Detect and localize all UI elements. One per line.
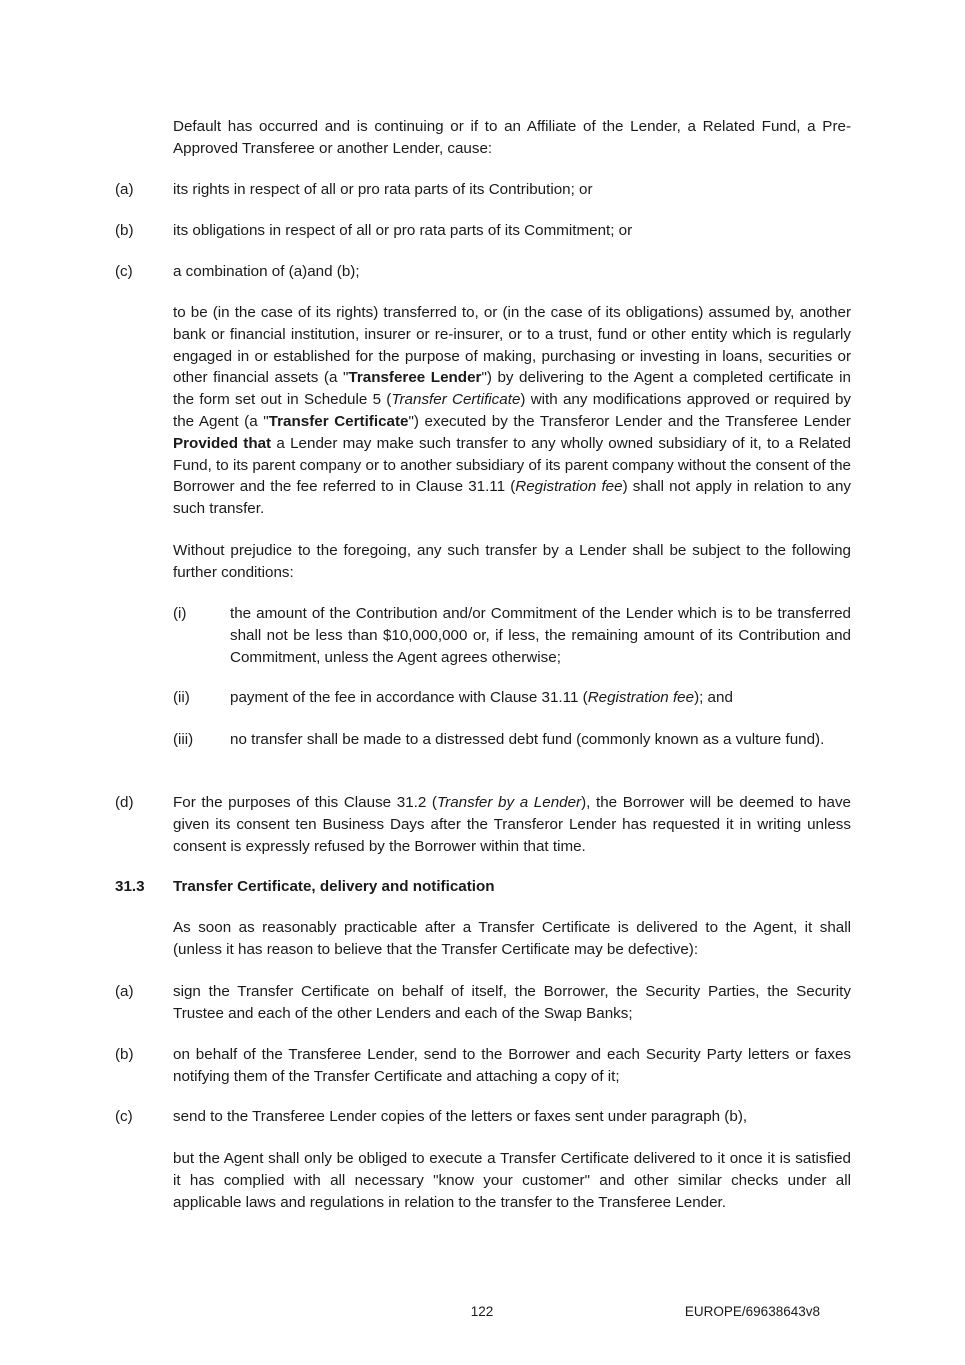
proviso-term: Provided that <box>173 434 272 452</box>
closing-paragraph: but the Agent shall only be obliged to execute a Transfer Certificate delivered to it once it is satisfied it has complied with all necessary "know your customer" and other similar checks under all applicable laws and regulations in relation to the transfer to the Transferee Lender. <box>173 1150 851 1211</box>
condition-label: (ii) <box>173 689 190 706</box>
section-intro: As soon as reasonably practicable after a Transfer Certificate is delivered to the Agent, it shall (unless it has reason to believe that the Transfer Certificate may be defective): <box>173 919 851 958</box>
defined-term: Transfer Certificate <box>268 412 409 430</box>
condition-label: (iii) <box>173 731 194 748</box>
condition-item <box>173 687 851 709</box>
document-reference: EUROPE/69638643v8 <box>684 1304 820 1319</box>
list-item-label: (a) <box>115 181 134 198</box>
list-item-label: (c) <box>115 263 133 280</box>
condition-text: the amount of the Contribution and/or Commitment of the Lender which is to be transferred shall not be less than $10,000,000 or, if less, the remaining amount of its Contribution and Commitment, unless the Agent agrees otherwise; <box>230 605 851 666</box>
list-item <box>115 981 851 1025</box>
section-number: 31.3 <box>115 878 145 895</box>
clause-reference: Transfer Certificate <box>391 391 521 409</box>
condition-item <box>173 729 851 751</box>
list-item-text: sign the Transfer Certificate on behalf of itself, the Borrower, the Security Parties, the Security Trustee and each of the other Lenders and each of the Swap Banks; <box>173 983 851 1022</box>
list-item-text: on behalf of the Transferee Lender, send to the Borrower and each Security Party letters or faxes notifying them of the Transfer Certificate and attaching a copy of it; <box>173 1046 851 1085</box>
list-item-text: a combination of (a)and (b); <box>173 263 360 280</box>
list-item <box>115 792 851 857</box>
condition-text: no transfer shall be made to a distressed debt fund (commonly known as a vulture fund). <box>230 731 825 748</box>
condition-label: (i) <box>173 605 187 622</box>
list-item-label: (a) <box>115 983 134 1000</box>
list-item-text: For the purposes of this Clause 31.2 (Transfer by a Lender), the Borrower will be deemed to have given its consent ten Business Days after the Transferor Lender has requested it in writing unless consent is expressly refused by the Borrower within that time. <box>173 794 851 855</box>
clause-reference: Registration fee <box>515 478 623 496</box>
list-item-text: its obligations in respect of all or pro rata parts of its Commitment; or <box>173 222 633 239</box>
list-item-label: (d) <box>115 794 134 811</box>
page-number: 122 <box>470 1304 494 1319</box>
intro-paragraph: Default has occurred and is continuing or if to an Affiliate of the Lender, a Related Fund, a Pre-Approved Transferee or another Lender, cause: <box>173 118 851 157</box>
list-item-text: its rights in respect of all or pro rata parts of its Contribution; or <box>173 181 593 198</box>
condition-text: payment of the fee in accordance with Clause 31.11 (Registration fee); and <box>230 689 733 706</box>
list-item <box>115 261 851 283</box>
transfer-paragraph: to be (in the case of its rights) transferred to, or (in the case of its obligations) assumed by, another bank or financial institution, insurer or re-insurer, or to a trust, fund or other entity which is regularly engaged in or established for the purpose of making, purchasing or investing in loans, securities or other financial assets (a "Transferee Lender") by delivering to the Agent a completed certificate in the form set out in Schedule 5 (Transfer Certificate) with any modifications approved or required by the Agent (a "Transfer Certificate") executed by the Transferor Lender and the Transferee Lender Provided that a Lender may make such transfer to any wholly owned subsidiary of it, to a Related Fund, to its parent company or to another subsidiary of its parent company without the consent of the Borrower and the fee referred to in Clause 31.11 (Registration fee) shall not apply in relation to any such transfer. <box>173 304 852 518</box>
list-item-label: (c) <box>115 1108 133 1125</box>
list-item <box>115 179 851 201</box>
list-item <box>115 220 851 242</box>
list-item-label: (b) <box>115 1046 134 1063</box>
list-item-label: (b) <box>115 222 134 239</box>
section-title: Transfer Certificate, delivery and notification <box>173 878 495 895</box>
clause-reference: Transfer by a Lender <box>437 794 582 811</box>
defined-term: Transferee Lender <box>348 369 482 387</box>
conditions-intro: Without prejudice to the foregoing, any such transfer by a Lender shall be subject to the following further conditions: <box>173 542 851 581</box>
section-heading <box>115 876 851 898</box>
list-item <box>115 1044 851 1088</box>
clause-reference: Registration fee <box>587 689 695 706</box>
condition-item <box>173 603 851 668</box>
list-item <box>115 1106 851 1128</box>
list-item-text: send to the Transferee Lender copies of the letters or faxes sent under paragraph (b), <box>173 1108 748 1125</box>
